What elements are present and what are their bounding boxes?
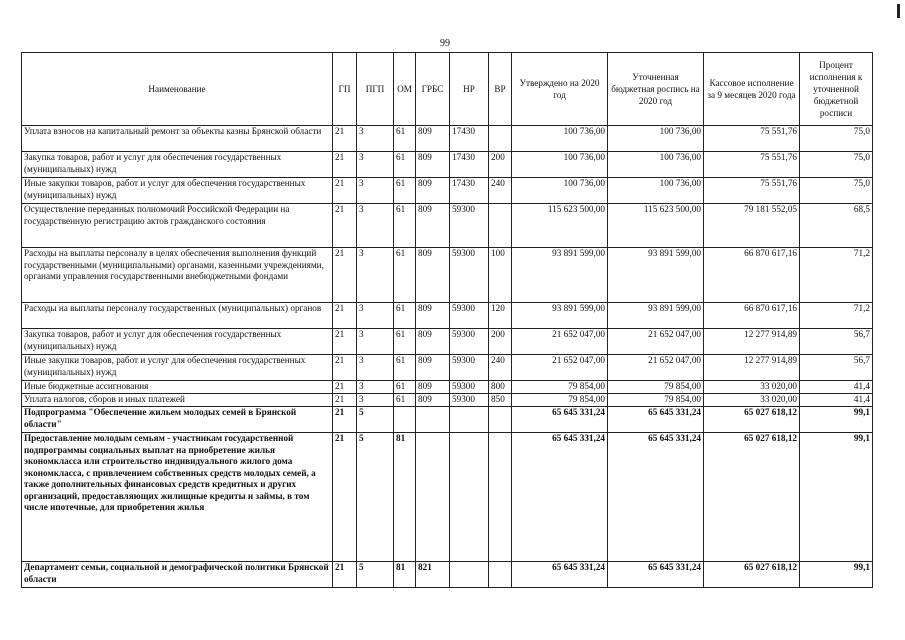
- cell-gp: 21: [333, 562, 357, 588]
- cell-gp: 21: [333, 152, 357, 178]
- table-row: [22, 204, 873, 248]
- table-row: [22, 178, 873, 204]
- cell-grbs: 809: [416, 394, 450, 407]
- cell-cash: 33 020,00: [704, 381, 800, 394]
- cell-refined: 65 645 331,24: [608, 562, 704, 588]
- cell-vr: 120: [489, 303, 512, 329]
- cell-grbs: 809: [416, 204, 450, 248]
- table-row: [22, 248, 873, 303]
- cell-np: 17430: [450, 178, 489, 204]
- cell-cash: 33 020,00: [704, 394, 800, 407]
- cell-cash: 79 181 552,05: [704, 204, 800, 248]
- cell-approved: 79 854,00: [512, 381, 608, 394]
- cell-pgp: 3: [357, 329, 394, 355]
- cell-percent: 41,4: [800, 381, 873, 394]
- cell-om: 61: [394, 355, 416, 381]
- header-om: ОМ: [394, 53, 416, 126]
- cell-om: 61: [394, 152, 416, 178]
- cell-grbs: 809: [416, 381, 450, 394]
- table-body: [22, 126, 873, 588]
- cell-name: Подпрограмма "Обеспечение жильем молодых семей в Брянской области": [22, 407, 333, 433]
- cell-np: [450, 433, 489, 562]
- cell-grbs: 809: [416, 152, 450, 178]
- cell-vr: 100: [489, 248, 512, 303]
- cell-percent: 75,0: [800, 178, 873, 204]
- table-row: [22, 381, 873, 394]
- cell-refined: 21 652 047,00: [608, 329, 704, 355]
- cell-percent: 99,1: [800, 407, 873, 433]
- header-name: Наименование: [22, 53, 333, 126]
- cell-grbs: [416, 407, 450, 433]
- cell-om: 61: [394, 178, 416, 204]
- table-row: [22, 303, 873, 329]
- cell-grbs: 809: [416, 303, 450, 329]
- cell-om: 81: [394, 433, 416, 562]
- table-row: [22, 152, 873, 178]
- cell-gp: 21: [333, 355, 357, 381]
- table-row: [22, 126, 873, 152]
- cell-np: [450, 407, 489, 433]
- cell-cash: 75 551,76: [704, 126, 800, 152]
- cell-refined: 65 645 331,24: [608, 433, 704, 562]
- cell-pgp: 5: [357, 562, 394, 588]
- cell-pgp: 3: [357, 178, 394, 204]
- cell-approved: 93 891 599,00: [512, 248, 608, 303]
- header-np: НР: [450, 53, 489, 126]
- cell-vr: 850: [489, 394, 512, 407]
- cell-vr: 200: [489, 329, 512, 355]
- cell-gp: 21: [333, 394, 357, 407]
- cell-om: 61: [394, 126, 416, 152]
- cell-grbs: 809: [416, 329, 450, 355]
- table-row: [22, 355, 873, 381]
- header-pgp: ПГП: [357, 53, 394, 126]
- cell-name: Департамент семьи, социальной и демографической политики Брянской области: [22, 562, 333, 588]
- cell-pgp: 5: [357, 407, 394, 433]
- header-vr: ВР: [489, 53, 512, 126]
- cell-gp: 21: [333, 204, 357, 248]
- cell-pgp: 3: [357, 303, 394, 329]
- cell-name: Закупка товаров, работ и услуг для обеспечения государственных (муниципальных) нужд: [22, 152, 333, 178]
- cell-name: Осуществление переданных полномочий Российской Федерации на государственную регистрацию актов гражданского состояния: [22, 204, 333, 248]
- table-row: [22, 562, 873, 588]
- cell-vr: [489, 407, 512, 433]
- cell-refined: 79 854,00: [608, 394, 704, 407]
- cell-refined: 93 891 599,00: [608, 248, 704, 303]
- cell-approved: 100 736,00: [512, 178, 608, 204]
- cell-gp: 21: [333, 329, 357, 355]
- cell-om: 61: [394, 329, 416, 355]
- cell-om: 61: [394, 204, 416, 248]
- cell-percent: 75,0: [800, 152, 873, 178]
- header-percent: Процент исполнения к уточненной бюджетной росписи: [800, 53, 873, 126]
- cell-refined: 100 736,00: [608, 178, 704, 204]
- cell-cash: 12 277 914,89: [704, 355, 800, 381]
- cell-gp: 21: [333, 407, 357, 433]
- cell-approved: 21 652 047,00: [512, 329, 608, 355]
- header-grbs: ГРБС: [416, 53, 450, 126]
- cell-name: Расходы на выплаты персоналу государственных (муниципальных) органов: [22, 303, 333, 329]
- table-row: [22, 407, 873, 433]
- table-row: [22, 329, 873, 355]
- cell-om: 81: [394, 562, 416, 588]
- cell-pgp: 3: [357, 381, 394, 394]
- cell-name: Уплата взносов на капитальный ремонт за объекты казны Брянской области: [22, 126, 333, 152]
- cell-approved: 100 736,00: [512, 126, 608, 152]
- cell-percent: 56,7: [800, 329, 873, 355]
- cell-percent: 41,4: [800, 394, 873, 407]
- cell-grbs: 809: [416, 178, 450, 204]
- cell-approved: 79 854,00: [512, 394, 608, 407]
- header-refined: Уточненная бюджетная роспись на 2020 год: [608, 53, 704, 126]
- cell-cash: 75 551,76: [704, 178, 800, 204]
- cell-om: 61: [394, 394, 416, 407]
- cell-name: Уплата налогов, сборов и иных платежей: [22, 394, 333, 407]
- table-row: [22, 394, 873, 407]
- cell-np: 59300: [450, 381, 489, 394]
- cell-vr: [489, 562, 512, 588]
- cell-approved: 65 645 331,24: [512, 433, 608, 562]
- cell-name: Закупка товаров, работ и услуг для обеспечения государственных (муниципальных) нужд: [22, 329, 333, 355]
- cell-refined: 65 645 331,24: [608, 407, 704, 433]
- cell-vr: 200: [489, 152, 512, 178]
- cell-pgp: 3: [357, 394, 394, 407]
- cell-percent: 56,7: [800, 355, 873, 381]
- cell-np: [450, 562, 489, 588]
- cell-grbs: 809: [416, 126, 450, 152]
- cell-cash: 65 027 618,12: [704, 433, 800, 562]
- cell-pgp: 5: [357, 433, 394, 562]
- cell-gp: 21: [333, 433, 357, 562]
- cell-cash: 66 870 617,16: [704, 248, 800, 303]
- cell-pgp: 3: [357, 152, 394, 178]
- cell-refined: 79 854,00: [608, 381, 704, 394]
- cell-cash: 12 277 914,89: [704, 329, 800, 355]
- cell-om: 61: [394, 248, 416, 303]
- cell-gp: 21: [333, 381, 357, 394]
- cell-percent: 68,5: [800, 204, 873, 248]
- scan-edge-mark: [897, 4, 900, 18]
- cell-name: Предоставление молодым семьям - участникам государственной подпрограммы социальных выплат на приобретение жилья экономкласса или строительство индивидуального жилого дома экономкласса, с привлечением собственных средств молодых семей, а также дополнительных финансовых средств кредитных и других организаций, предоставляющих жилищные кредиты и займы, в том числе ипотечные, для приобретения жилья: [22, 433, 333, 562]
- cell-percent: 99,1: [800, 562, 873, 588]
- cell-vr: 240: [489, 355, 512, 381]
- cell-percent: 71,2: [800, 303, 873, 329]
- cell-grbs: 821: [416, 562, 450, 588]
- cell-refined: 21 652 047,00: [608, 355, 704, 381]
- cell-np: 17430: [450, 152, 489, 178]
- cell-vr: [489, 204, 512, 248]
- cell-cash: 65 027 618,12: [704, 407, 800, 433]
- budget-execution-table: [21, 52, 873, 588]
- cell-percent: 99,1: [800, 433, 873, 562]
- cell-np: 17430: [450, 126, 489, 152]
- table-row: [22, 433, 873, 562]
- cell-percent: 75,0: [800, 126, 873, 152]
- cell-vr: [489, 126, 512, 152]
- cell-gp: 21: [333, 248, 357, 303]
- cell-name: Иные бюджетные ассигнования: [22, 381, 333, 394]
- cell-vr: 800: [489, 381, 512, 394]
- cell-np: 59300: [450, 329, 489, 355]
- cell-vr: 240: [489, 178, 512, 204]
- cell-approved: 65 645 331,24: [512, 562, 608, 588]
- cell-np: 59300: [450, 355, 489, 381]
- cell-om: 61: [394, 381, 416, 394]
- cell-cash: 75 551,76: [704, 152, 800, 178]
- header-gp: ГП: [333, 53, 357, 126]
- cell-approved: 65 645 331,24: [512, 407, 608, 433]
- cell-name: Расходы на выплаты персоналу в целях обеспечения выполнения функций государственными (муниципальными) органами, казенными учреждениями, органами управления государственными внебюджетными фондами: [22, 248, 333, 303]
- cell-om: 61: [394, 303, 416, 329]
- cell-cash: 66 870 617,16: [704, 303, 800, 329]
- cell-refined: 100 736,00: [608, 126, 704, 152]
- cell-refined: 100 736,00: [608, 152, 704, 178]
- table-header: [22, 53, 873, 126]
- header-row: [22, 53, 873, 126]
- cell-approved: 115 623 500,00: [512, 204, 608, 248]
- cell-pgp: 3: [357, 248, 394, 303]
- cell-approved: 93 891 599,00: [512, 303, 608, 329]
- cell-gp: 21: [333, 126, 357, 152]
- cell-name: Иные закупки товаров, работ и услуг для обеспечения государственных (муниципальных) нужд: [22, 178, 333, 204]
- cell-grbs: 809: [416, 248, 450, 303]
- cell-grbs: [416, 433, 450, 562]
- cell-name: Иные закупки товаров, работ и услуг для обеспечения государственных (муниципальных) нужд: [22, 355, 333, 381]
- cell-om: [394, 407, 416, 433]
- cell-refined: 115 623 500,00: [608, 204, 704, 248]
- cell-cash: 65 027 618,12: [704, 562, 800, 588]
- cell-approved: 21 652 047,00: [512, 355, 608, 381]
- cell-np: 59300: [450, 394, 489, 407]
- cell-percent: 71,2: [800, 248, 873, 303]
- cell-np: 59300: [450, 248, 489, 303]
- header-approved: Утверждено на 2020 год: [512, 53, 608, 126]
- cell-vr: [489, 433, 512, 562]
- cell-np: 59300: [450, 204, 489, 248]
- cell-pgp: 3: [357, 204, 394, 248]
- cell-np: 59300: [450, 303, 489, 329]
- cell-approved: 100 736,00: [512, 152, 608, 178]
- cell-refined: 93 891 599,00: [608, 303, 704, 329]
- header-cash: Кассовое исполнение за 9 месяцев 2020 года: [704, 53, 800, 126]
- cell-gp: 21: [333, 178, 357, 204]
- cell-grbs: 809: [416, 355, 450, 381]
- cell-pgp: 3: [357, 126, 394, 152]
- page-number: 99: [440, 38, 450, 49]
- cell-gp: 21: [333, 303, 357, 329]
- cell-pgp: 3: [357, 355, 394, 381]
